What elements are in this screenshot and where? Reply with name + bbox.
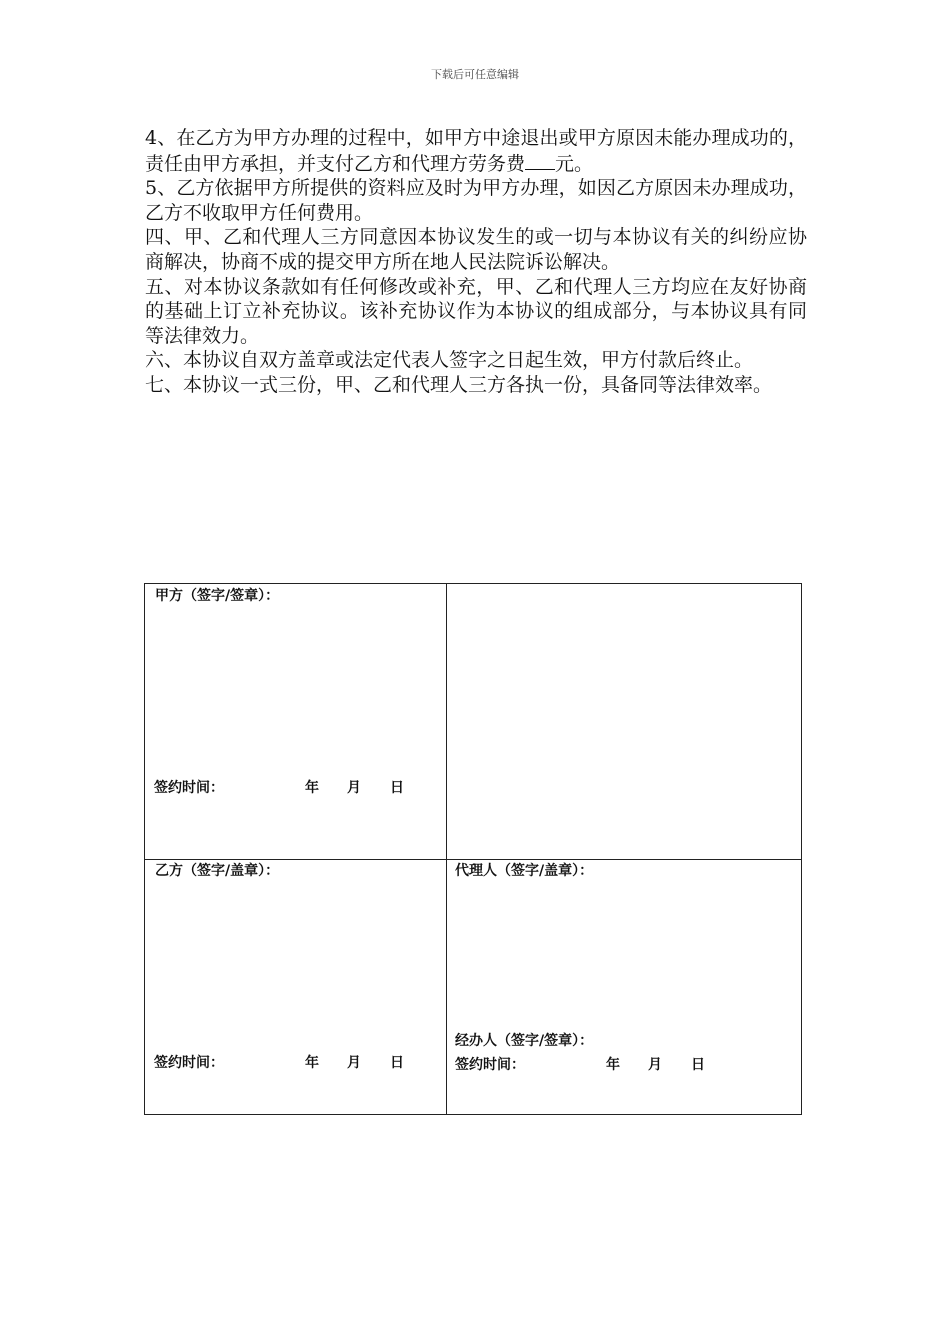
- handler-label: 经办人（签字/签章）：: [455, 1033, 594, 1049]
- party-b-cell: [145, 860, 446, 1115]
- page-header: 下载后可任意编辑: [431, 68, 519, 81]
- day-label: 日: [691, 1057, 705, 1073]
- year-label: 年: [305, 780, 319, 796]
- party-a-date-row: [154, 777, 434, 797]
- day-label: 日: [390, 1055, 404, 1071]
- sign-time-label: 签约时间：: [455, 1057, 525, 1073]
- agent-cell: [447, 860, 801, 1115]
- section-4: 四、甲、乙和代理人三方同意因本协议发生的或一切与本协议有关的纠纷应协商解决，协商不成的提交甲方所在地人民法院诉讼解决。: [145, 226, 807, 273]
- section-6: 六、本协议自双方盖章或法定代表人签字之日起生效，甲方付款后终止。: [145, 349, 754, 372]
- clause-4-end: 元。: [555, 152, 594, 175]
- clause-4: [145, 126, 807, 176]
- year-label: 年: [606, 1057, 620, 1073]
- clause-4-text: 4、在乙方为甲方办理的过程中，如甲方中途退出或甲方原因未能办理成功的，责任由甲方承担，并支付乙方和代理方劳务费: [145, 127, 807, 175]
- signature-table: [144, 583, 802, 1115]
- party-a-cell: [145, 584, 446, 859]
- section-7: 七、本协议一式三份，甲、乙和代理人三方各执一份，具备同等法律效率。: [145, 373, 773, 396]
- section-5: 五、对本协议条款如有任何修改或补充，甲、乙和代理人三方均应在友好协商的基础上订立补充协议。该补充协议作为本协议的组成部分，与本协议具有同等法律效力。: [145, 275, 807, 347]
- empty-cell: [447, 584, 801, 859]
- month-label: 月: [347, 1055, 361, 1071]
- sign-time-label: 签约时间：: [154, 780, 224, 796]
- sign-time-label: 签约时间：: [154, 1055, 224, 1071]
- fee-blank: [525, 151, 555, 170]
- party-a-label: 甲方（签字/签章）：: [155, 588, 280, 604]
- agent-date-row: [455, 1054, 755, 1074]
- day-label: 日: [390, 780, 404, 796]
- agent-label: 代理人（签字/盖章）：: [455, 863, 594, 879]
- party-b-label: 乙方（签字/盖章）：: [155, 863, 280, 879]
- year-label: 年: [305, 1055, 319, 1071]
- month-label: 月: [648, 1057, 662, 1073]
- agreement-body: [145, 126, 807, 398]
- party-b-date-row: [154, 1052, 434, 1072]
- month-label: 月: [347, 780, 361, 796]
- clause-5: 5、乙方依据甲方所提供的资料应及时为甲方办理，如因乙方原因未办理成功，乙方不收取甲方任何费用。: [145, 177, 807, 224]
